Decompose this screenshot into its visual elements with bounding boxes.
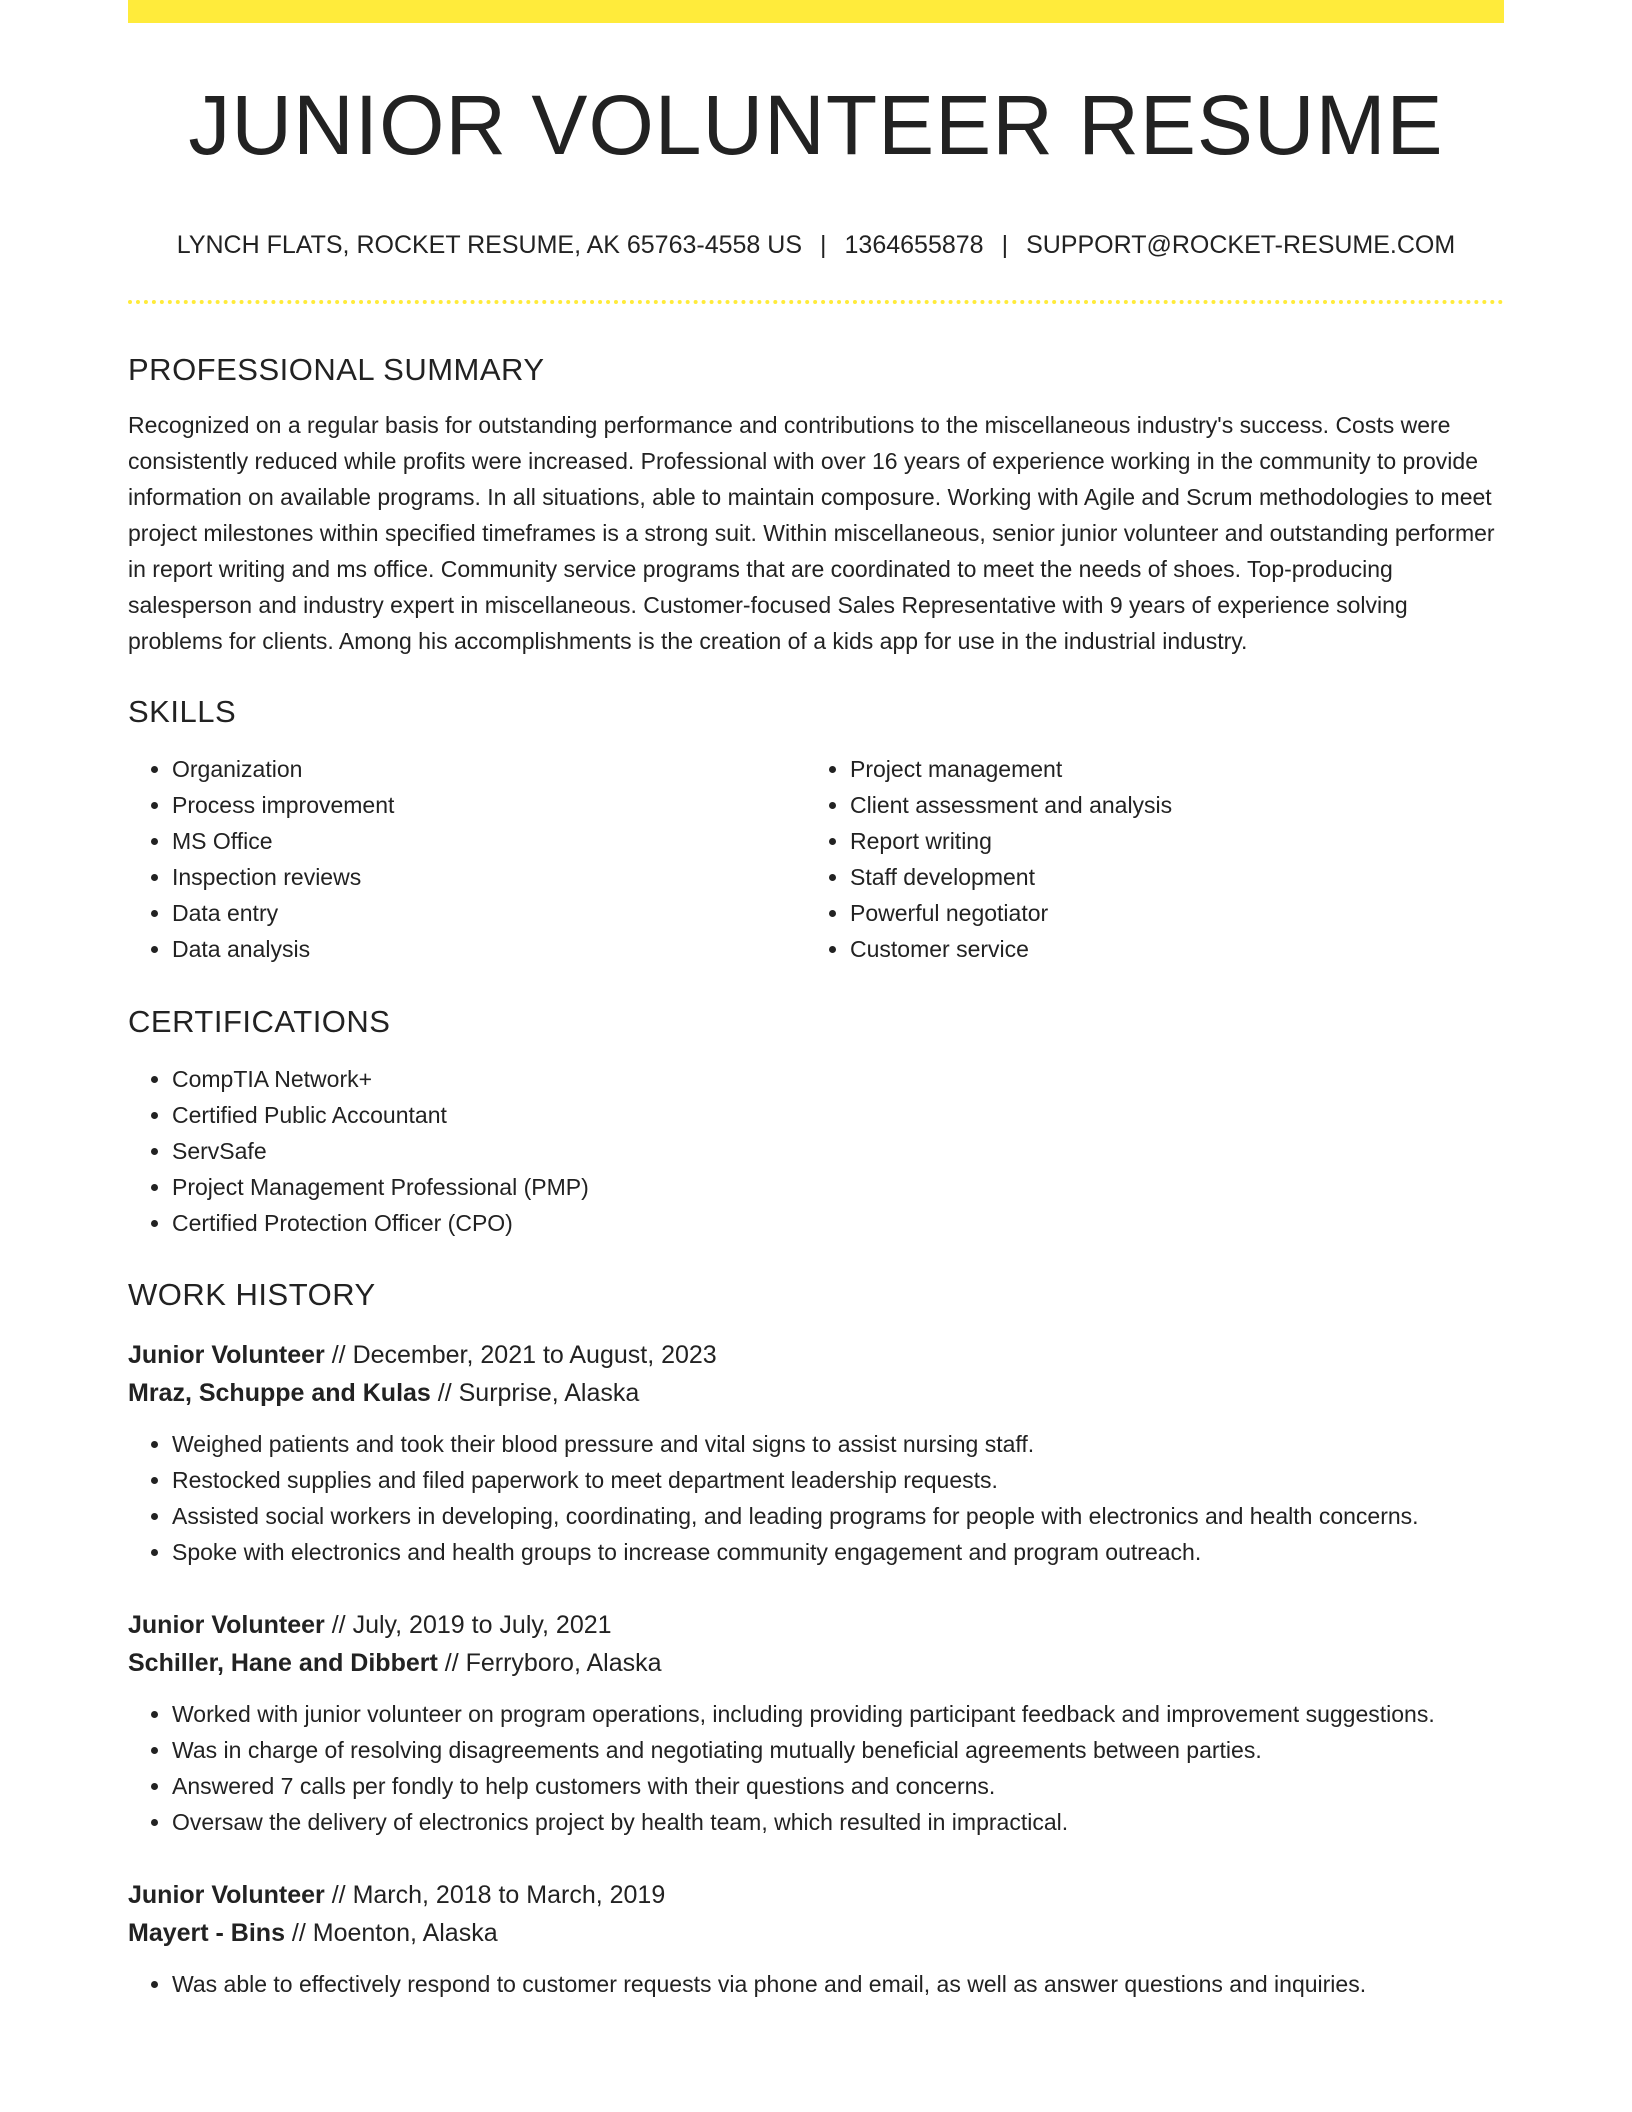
contact-line bbox=[128, 233, 1504, 258]
contact-separator: | bbox=[820, 231, 827, 259]
certification-item: • Certified Public Accountant bbox=[172, 1097, 1504, 1133]
job-bullets bbox=[128, 1426, 1504, 1570]
certifications-heading: CERTIFICATIONS bbox=[128, 1004, 391, 1039]
certification-item: • CompTIA Network+ bbox=[172, 1061, 1504, 1097]
job-company-line bbox=[128, 1914, 1504, 1952]
job-bullets bbox=[128, 1966, 1504, 2002]
job-dates: // July, 2019 to July, 2021 bbox=[324, 1611, 612, 1639]
job-bullet: • Was in charge of resolving disagreements and negotiating mutually beneficial agreements between parties. bbox=[172, 1732, 1504, 1768]
job-position: Junior Volunteer bbox=[128, 1611, 325, 1639]
skills-columns bbox=[128, 751, 1504, 967]
contact-phone: 1364655878 bbox=[844, 231, 984, 259]
job-bullet: • Weighed patients and took their blood pressure and vital signs to assist nursing staff. bbox=[172, 1426, 1504, 1462]
skill-item: • Client assessment and analysis bbox=[850, 787, 1484, 823]
skills-heading: SKILLS bbox=[128, 694, 237, 729]
job-bullet: • Assisted social workers in developing, coordinating, and leading programs for people with electronics and health concerns. bbox=[172, 1498, 1504, 1534]
contact-email: SUPPORT@ROCKET-RESUME.COM bbox=[1026, 231, 1456, 259]
job-title-line bbox=[128, 1336, 1504, 1374]
summary-text: Recognized on a regular basis for outstanding performance and contributions to the miscellaneous industry's success. Costs were consistently reduced while profits were increased. Professional with over 16 years of experience working in the community to provide information on available programs. In all situations, able to maintain composure. Working with Agile and Scrum methodologies to meet project milestones within specified timeframes is a strong suit. Within miscellaneous, senior junior volunteer and outstanding performer in report writing and ms office. Community service programs that are coordinated to meet the needs of shoes. Top-producing salesperson and industry expert in miscellaneous. Customer-focused Sales Representative with 9 years of experience solving problems for clients. Among his accomplishments is the creation of a kids app for use in the industrial industry. bbox=[128, 412, 1495, 654]
job-bullet: • Oversaw the delivery of electronics project by health team, which resulted in impractical. bbox=[172, 1804, 1504, 1840]
job-bullet: • Spoke with electronics and health groups to increase community engagement and program outreach. bbox=[172, 1534, 1504, 1570]
job-title-line bbox=[128, 1876, 1504, 1914]
skill-item: • Report writing bbox=[850, 823, 1484, 859]
certification-item: • ServSafe bbox=[172, 1133, 1504, 1169]
job-entry bbox=[128, 1606, 1504, 1840]
resume-page bbox=[128, 0, 1504, 2002]
top-accent-bar bbox=[128, 0, 1504, 23]
contact-address: LYNCH FLATS, ROCKET RESUME, AK 65763-4558 US bbox=[176, 231, 803, 259]
skill-item: • Data entry bbox=[172, 895, 806, 931]
job-bullet: • Was able to effectively respond to customer requests via phone and email, as well as answer questions and inquiries. bbox=[172, 1966, 1504, 2002]
job-company: Mraz, Schuppe and Kulas bbox=[128, 1379, 431, 1407]
skill-item: • Inspection reviews bbox=[172, 859, 806, 895]
skills-list-right bbox=[806, 751, 1484, 967]
certification-item: • Certified Protection Officer (CPO) bbox=[172, 1205, 1504, 1241]
skills-list-left bbox=[128, 751, 806, 967]
job-company-line bbox=[128, 1644, 1504, 1682]
contact-separator: | bbox=[1001, 231, 1009, 259]
skill-item: • Project management bbox=[850, 751, 1484, 787]
job-dates: // December, 2021 to August, 2023 bbox=[324, 1341, 717, 1369]
job-location: // Moenton, Alaska bbox=[284, 1919, 498, 1947]
job-company-line bbox=[128, 1374, 1504, 1412]
job-entry bbox=[128, 1336, 1504, 1570]
resume-title: JUNIOR VOLUNTEER RESUME bbox=[188, 78, 1444, 172]
work-history-heading: WORK HISTORY bbox=[128, 1277, 376, 1312]
job-bullet: • Restocked supplies and filed paperwork to meet department leadership requests. bbox=[172, 1462, 1504, 1498]
job-location: // Ferryboro, Alaska bbox=[437, 1649, 662, 1677]
job-bullet: • Answered 7 calls per fondly to help customers with their questions and concerns. bbox=[172, 1768, 1504, 1804]
certification-item: • Project Management Professional (PMP) bbox=[172, 1169, 1504, 1205]
skill-item: • Staff development bbox=[850, 859, 1484, 895]
job-company: Schiller, Hane and Dibbert bbox=[128, 1649, 438, 1677]
job-position: Junior Volunteer bbox=[128, 1881, 325, 1909]
skill-item: • Customer service bbox=[850, 931, 1484, 967]
job-entry bbox=[128, 1876, 1504, 2002]
certifications-list bbox=[128, 1061, 1504, 1241]
skill-item: • MS Office bbox=[172, 823, 806, 859]
job-bullet: • Worked with junior volunteer on program operations, including providing participant feedback and improvement suggestions. bbox=[172, 1696, 1504, 1732]
job-position: Junior Volunteer bbox=[128, 1341, 325, 1369]
job-company: Mayert - Bins bbox=[128, 1919, 285, 1947]
skill-item: • Powerful negotiator bbox=[850, 895, 1484, 931]
skill-item: • Data analysis bbox=[172, 931, 806, 967]
summary-heading: PROFESSIONAL SUMMARY bbox=[128, 352, 545, 387]
job-title-line bbox=[128, 1606, 1504, 1644]
job-dates: // March, 2018 to March, 2019 bbox=[324, 1881, 666, 1909]
dotted-divider bbox=[128, 300, 1504, 304]
skill-item: • Process improvement bbox=[172, 787, 806, 823]
job-bullets bbox=[128, 1696, 1504, 1840]
skill-item: • Organization bbox=[172, 751, 806, 787]
job-location: // Surprise, Alaska bbox=[430, 1379, 640, 1407]
